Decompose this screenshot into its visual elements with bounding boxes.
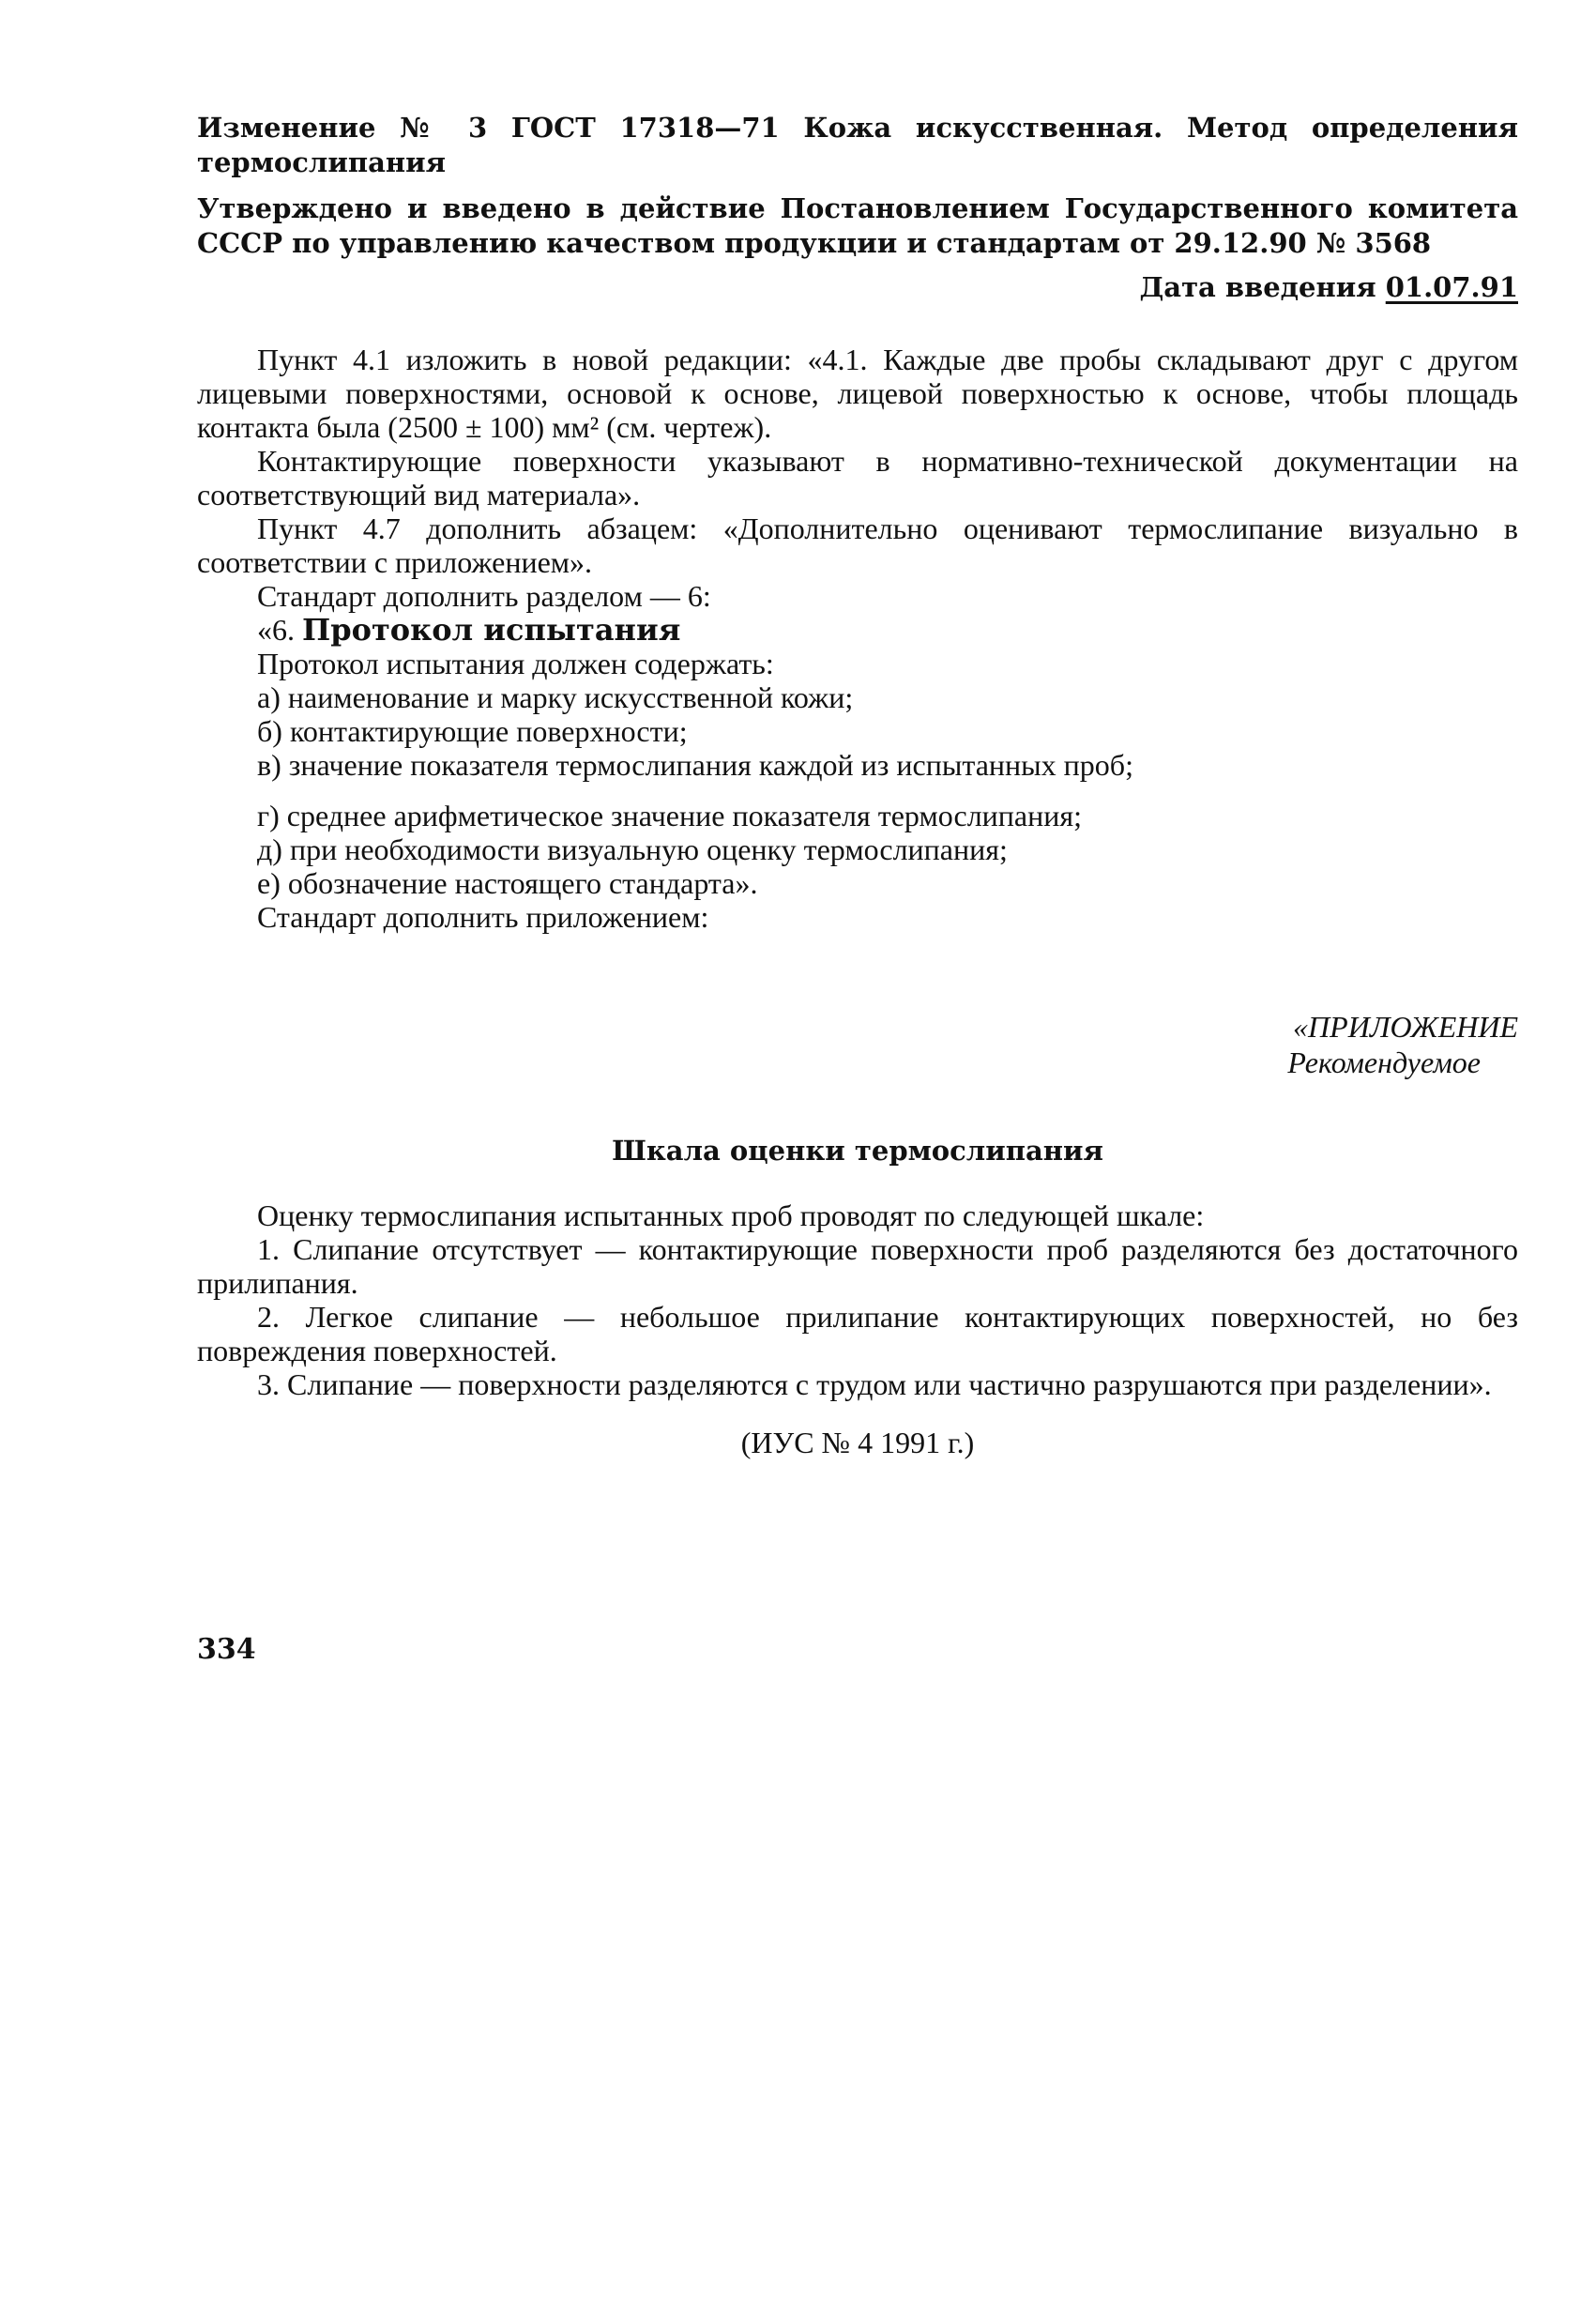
paragraph-contact-surfaces: Контактирующие поверхности указывают в нормативно-технической документации на соответствующий вид материала».: [197, 444, 1518, 511]
appendix-label: «ПРИЛОЖЕНИЕ: [1293, 1010, 1518, 1044]
approval-statement: Утверждено и введено в действие Постановлением Государственного комитета СССР по управлению качеством продукции и стандартам от 29.12.90 № 3568: [197, 192, 1518, 259]
protocol-item-d: д) при необходимости визуальную оценку термослипания;: [257, 832, 1008, 866]
section-6-heading: [197, 613, 1518, 647]
scale-intro: Оценку термослипания испытанных проб проводят по следующей шкале:: [257, 1198, 1205, 1232]
paragraph-add-appendix: Стандарт дополнить приложением:: [257, 900, 709, 934]
paragraph-4-1: Пункт 4.1 изложить в новой редакции: «4.1. Каждые две пробы складывают друг с другом лицевыми поверхностями, основой к основе, лицевой поверхностью к основе, чтобы площадь контакта была (2500 ± 100) мм² (см. чертеж).: [197, 343, 1518, 444]
paragraph-section-6: Стандарт дополнить разделом — 6:: [257, 579, 711, 613]
document-title: Изменение № 3 ГОСТ 17318—71 Кожа искусственная. Метод определения термослипания: [197, 112, 1518, 178]
protocol-item-g: г) среднее арифметическое значение показателя термослипания;: [257, 799, 1082, 832]
amendment-body: [197, 343, 1518, 934]
protocol-item-e: е) обозначение настоящего стандарта».: [257, 866, 758, 900]
introduction-date: [197, 270, 1518, 305]
scale-level-1: 1. Слипание отсутствует — контактирующие поверхности проб разделяются без достаточного прилипания.: [197, 1232, 1518, 1300]
document-page: [197, 111, 1518, 1460]
scale-level-2: 2. Легкое слипание — небольшое прилипание контактирующих поверхностей, но без повреждения поверхностей.: [197, 1300, 1518, 1367]
introduction-date-label: Дата введения: [1139, 271, 1376, 303]
scale-title: Шкала оценки термослипания: [612, 1135, 1103, 1167]
protocol-item-a: а) наименование и марку искусственной кожи;: [257, 680, 854, 714]
appendix-label-block: [197, 1009, 1518, 1080]
source-reference: (ИУС № 4 1991 г.): [740, 1426, 975, 1459]
appendix-sublabel: Рекомендуемое: [1287, 1046, 1481, 1079]
paragraph-4-7: Пункт 4.7 дополнить абзацем: «Дополнительно оценивают термослипание визуально в соответствии с приложением».: [197, 511, 1518, 579]
page-number: 334: [197, 1633, 256, 1666]
protocol-item-v: в) значение показателя термослипания каждой из испытанных проб;: [257, 748, 1133, 782]
scale-body: [197, 1198, 1518, 1401]
section-6-number: «6.: [257, 613, 295, 647]
scale-level-3: 3. Слипание — поверхности разделяются с трудом или частично разрушаются при разделении».: [257, 1367, 1492, 1401]
protocol-item-b: б) контактирующие поверхности;: [257, 714, 688, 748]
section-6-title: Протокол испытания: [302, 612, 681, 648]
protocol-contents-intro: Протокол испытания должен содержать:: [257, 647, 774, 680]
introduction-date-value: 01.07.91: [1385, 271, 1518, 303]
